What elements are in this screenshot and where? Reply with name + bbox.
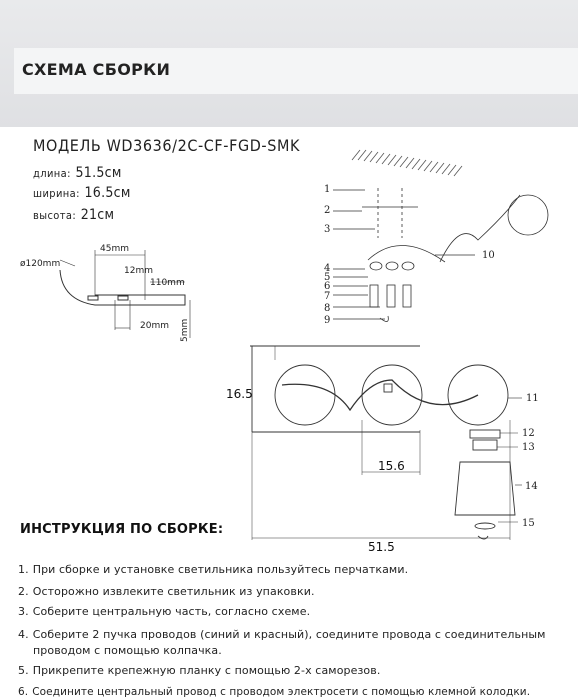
part-label-12: 12 (522, 428, 535, 439)
plan-view (250, 346, 522, 540)
part-label-6: 6 (324, 281, 331, 292)
dim-5: 5mm (180, 318, 190, 342)
part-label-10: 10 (482, 250, 495, 261)
dim-diameter: ø120mm (20, 259, 61, 269)
part-label-15: 15 (522, 518, 535, 529)
part-label-7: 7 (324, 291, 331, 302)
ceiling-hatch (352, 150, 462, 176)
instruction-step: 2. Осторожно извлеките светильник из упаковки. (18, 585, 315, 598)
instruction-step: 4. Соберите 2 пучка проводов (синий и красный), соедините провода с соединительным (18, 628, 546, 641)
instruction-step: 3. Соберите центральную часть, согласно схеме. (18, 605, 311, 618)
height-label: высота: (33, 209, 77, 222)
length-label: длина: (33, 167, 71, 180)
part-label-13: 13 (522, 442, 535, 453)
dim-plan-center: 15.6 (378, 459, 405, 473)
part-label-8: 8 (324, 303, 331, 314)
instruction-step-continuation: проводом с помощью колпачка. (33, 644, 222, 657)
instruction-step: 6. Соедините центральный провод с проводом электросети с помощью клемной колодки. (18, 686, 531, 698)
width-label: ширина: (33, 187, 80, 200)
instruction-step: 5. Прикрепите крепежную планку с помощью 2-х саморезов. (18, 664, 381, 677)
part-label-9: 9 (324, 315, 331, 326)
height-value: 21см (80, 207, 115, 223)
instructions-heading: ИНСТРУКЦИЯ ПО СБОРКЕ: (20, 522, 224, 537)
dim-plan-length: 51.5 (368, 540, 395, 554)
part-label-5: 5 (324, 272, 331, 283)
bracket-drawing (60, 250, 190, 338)
part-label-4: 4 (324, 263, 331, 274)
dim-plan-width: 16.5 (226, 387, 253, 401)
part-label-1: 1 (324, 184, 331, 195)
dim-110: 110mm (150, 278, 185, 288)
page-title: СХЕМА СБОРКИ (22, 60, 171, 79)
dim-45: 45mm (100, 244, 129, 254)
part-label-14: 14 (525, 481, 538, 492)
model-number: МОДЕЛЬ WD3636/2C-CF-FGD-SMK (33, 136, 301, 155)
length-value: 51.5см (75, 165, 122, 181)
dim-12: 12mm (124, 266, 153, 276)
part-label-2: 2 (324, 205, 331, 216)
shade-detail (455, 430, 522, 539)
width-value: 16.5см (84, 185, 131, 201)
instruction-step: 1. При сборке и установке светильника пользуйтесь перчатками. (18, 563, 409, 576)
exploded-parts (333, 188, 548, 322)
dim-20: 20mm (140, 321, 169, 331)
part-labels-left (324, 184, 330, 326)
part-label-3: 3 (324, 224, 331, 235)
part-label-11: 11 (526, 393, 539, 404)
